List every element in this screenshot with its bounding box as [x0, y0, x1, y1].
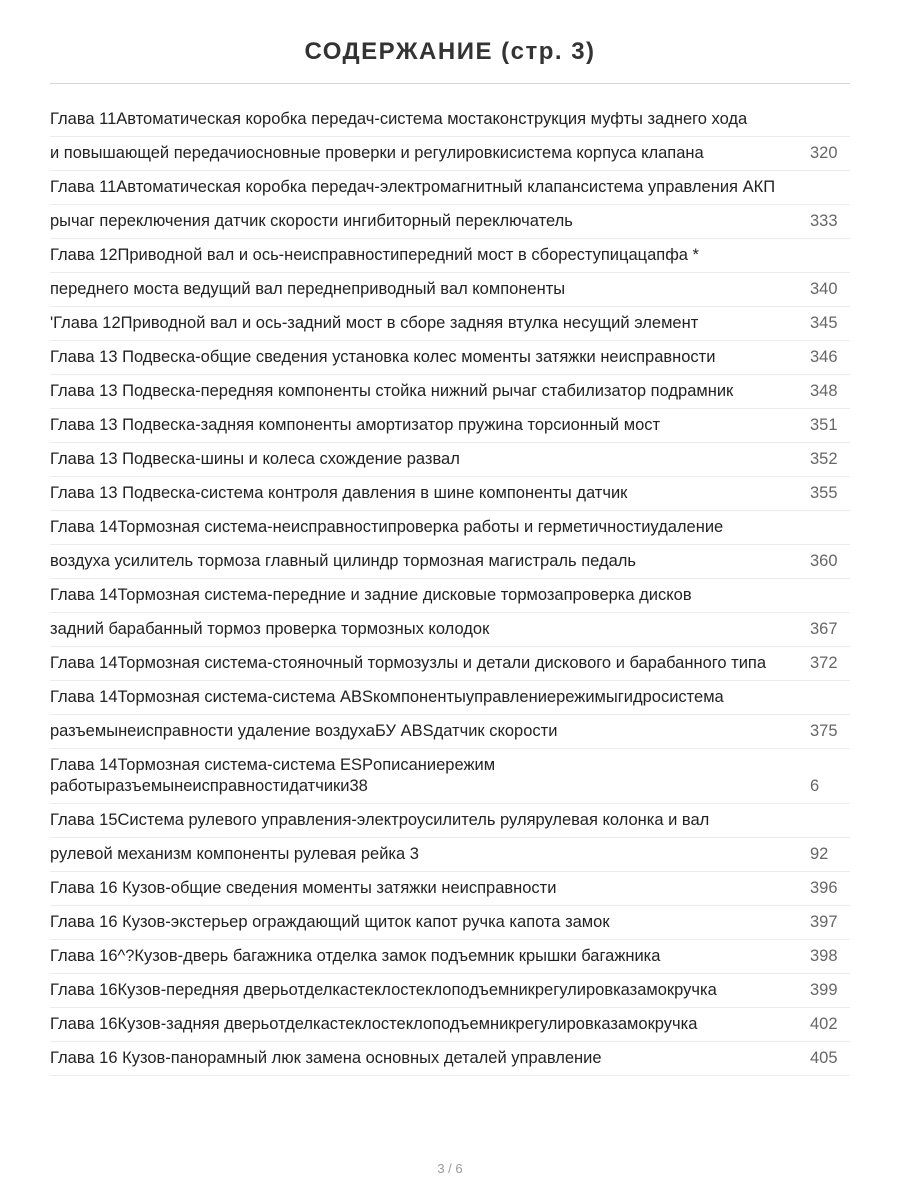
- page-number: 3 / 6: [437, 1161, 463, 1176]
- toc-entry-title: рычаг переключения датчик скорости ингибиторный переключатель: [50, 212, 573, 230]
- toc-entry[interactable]: [50, 443, 850, 477]
- toc-entry-title: Глава 14Тормозная система-неисправностипроверка работы и герметичностиудаление: [50, 518, 724, 536]
- toc-entry-page: 333: [810, 212, 838, 230]
- toc-entry-page: 396: [810, 879, 838, 897]
- toc-entry-title: переднего моста ведущий вал переднеприводный вал компоненты: [50, 280, 566, 298]
- toc-entry-page: 351: [810, 416, 838, 434]
- toc-entry-title: Глава 16 Кузов-общие сведения моменты затяжки неисправности: [50, 879, 557, 897]
- toc-entry[interactable]: [50, 613, 850, 647]
- toc-entry[interactable]: [50, 838, 850, 872]
- toc-entry-page: 367: [810, 620, 838, 638]
- toc-entry-title: и повышающей передачиосновные проверки и регулировкисистема корпуса клапана: [50, 144, 704, 162]
- toc-entry-page: 372: [810, 654, 838, 672]
- toc-entry-page: 320: [810, 144, 838, 162]
- toc-entry-page: 397: [810, 913, 838, 931]
- toc-entry-page: 346: [810, 348, 838, 366]
- title-divider: [50, 83, 850, 84]
- toc-entry-page: 399: [810, 981, 838, 999]
- toc-entry[interactable]: [50, 103, 850, 137]
- toc-entry-title: Глава 13 Подвеска-задняя компоненты амортизатор пружина торсионный мост: [50, 416, 661, 434]
- toc-entry-title: Глава 13 Подвеска-передняя компоненты стойка нижний рычаг стабилизатор подрамник: [50, 382, 734, 400]
- toc-entry-page: 345: [810, 314, 838, 332]
- toc-entry-title: Глава 16Кузов-задняя дверьотделкастеклостеклоподъемникрегулировказамокручка: [50, 1015, 698, 1033]
- toc-entry[interactable]: [50, 940, 850, 974]
- toc-entry[interactable]: [50, 171, 850, 205]
- page-title: СОДЕРЖАНИЕ (стр. 3): [304, 38, 596, 65]
- toc-entry-title: Глава 14Тормозная система-передние и задние дисковые тормозапроверка дисков: [50, 586, 692, 604]
- toc-entry-title: Глава 13 Подвеска-общие сведения установка колес моменты затяжки неисправности: [50, 348, 716, 366]
- toc-entry[interactable]: [50, 715, 850, 749]
- toc-entry-title: Глава 16 Кузов-экстерьер ограждающий щиток капот ручка капота замок: [50, 913, 610, 931]
- toc-entry[interactable]: [50, 205, 850, 239]
- toc-entry-page: 375: [810, 722, 838, 740]
- toc-entry-title: Глава 16 Кузов-панорамный люк замена основных деталей управление: [50, 1049, 602, 1067]
- toc-entry-page: 6: [810, 777, 820, 795]
- toc-entry[interactable]: [50, 307, 850, 341]
- toc-entry-page: 402: [810, 1015, 838, 1033]
- toc-entry[interactable]: [50, 375, 850, 409]
- toc-entry[interactable]: [50, 1042, 850, 1076]
- toc-entry-title: Глава 14Тормозная система-система ESPописаниережим работыразъемынеисправностидатчики38: [50, 756, 496, 795]
- toc-entry[interactable]: [50, 906, 850, 940]
- toc-entry-title: Глава 15Система рулевого управления-электроусилитель рулярулевая колонка и вал: [50, 811, 710, 829]
- toc-entry-title: Глава 16^?Кузов-дверь багажника отделка замок подъемник крышки багажника: [50, 947, 661, 965]
- toc-entry-title: Глава 13 Подвеска-шины и колеса схождение развал: [50, 450, 460, 468]
- toc-entry-title: задний барабанный тормоз проверка тормозных колодок: [50, 620, 490, 638]
- toc-entry-title: Глава 11Автоматическая коробка передач-электромагнитный клапансистема управления АКП: [50, 178, 776, 196]
- toc-entry-page: 360: [810, 552, 838, 570]
- toc-entry-title: рулевой механизм компоненты рулевая рейка 3: [50, 845, 419, 863]
- toc-entry[interactable]: [50, 239, 850, 273]
- toc-entry[interactable]: [50, 579, 850, 613]
- toc-entry-page: 340: [810, 280, 838, 298]
- toc-entry-page: 398: [810, 947, 838, 965]
- toc-entry[interactable]: [50, 545, 850, 579]
- toc-entry[interactable]: [50, 681, 850, 715]
- toc-entry-page: 405: [810, 1049, 838, 1067]
- toc-entry[interactable]: [50, 804, 850, 838]
- toc-entry[interactable]: [50, 647, 850, 681]
- toc-list: [50, 103, 850, 1076]
- toc-entry-title: Глава 14Тормозная система-система ABSкомпонентыуправлениережимыгидросистема: [50, 688, 724, 706]
- toc-entry[interactable]: [50, 341, 850, 375]
- toc-entry-page: 355: [810, 484, 838, 502]
- toc-entry-title: Глава 12Приводной вал и ось-неисправностипередний мост в сбореступицацапфа *: [50, 246, 699, 264]
- toc-entry[interactable]: [50, 477, 850, 511]
- toc-entry[interactable]: [50, 409, 850, 443]
- toc-entry[interactable]: [50, 137, 850, 171]
- toc-entry-title: Глава 16Кузов-передняя дверьотделкастеклостеклоподъемникрегулировказамокручка: [50, 981, 717, 999]
- toc-entry-title: Глава 13 Подвеска-система контроля давления в шине компоненты датчик: [50, 484, 628, 502]
- toc-entry[interactable]: [50, 511, 850, 545]
- toc-entry-page: 352: [810, 450, 838, 468]
- toc-entry-title: воздуха усилитель тормоза главный цилиндр тормозная магистраль педаль: [50, 552, 636, 570]
- toc-entry-title: 'Глава 12Приводной вал и ось-задний мост в сборе задняя втулка несущий элемент: [50, 314, 699, 332]
- toc-entry[interactable]: [50, 974, 850, 1008]
- toc-entry[interactable]: [50, 749, 850, 804]
- toc-entry[interactable]: [50, 1008, 850, 1042]
- toc-entry-title: разъемынеисправности удаление воздухаБУ ABSдатчик скорости: [50, 722, 558, 740]
- toc-entry[interactable]: [50, 273, 850, 307]
- toc-entry[interactable]: [50, 872, 850, 906]
- toc-entry-title: Глава 11Автоматическая коробка передач-система мостаконструкция муфты заднего хода: [50, 110, 748, 128]
- toc-entry-title: Глава 14Тормозная система-стояночный тормозузлы и детали дискового и барабанного типа: [50, 654, 767, 672]
- toc-entry-page: 92: [810, 845, 829, 863]
- toc-entry-page: 348: [810, 382, 838, 400]
